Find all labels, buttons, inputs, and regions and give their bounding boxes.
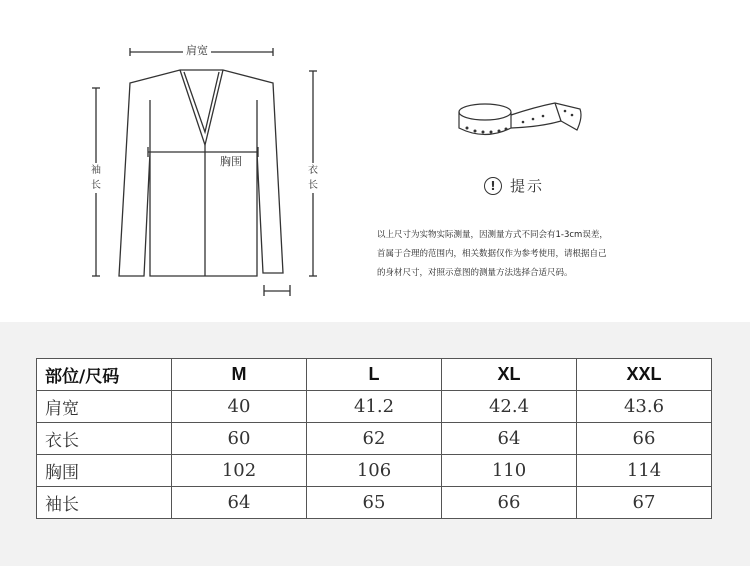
table-cell: 110 — [442, 455, 577, 487]
tape-measure-icon — [455, 95, 585, 145]
table-header-row — [37, 359, 712, 391]
table-cell: 102 — [172, 455, 307, 487]
row-part-label: 衣长 — [37, 423, 172, 455]
table-cell: 106 — [307, 455, 442, 487]
size-table — [36, 358, 712, 519]
table-cell: 42.4 — [442, 391, 577, 423]
table-row — [37, 455, 712, 487]
table-cell: 40 — [172, 391, 307, 423]
tip-note — [377, 226, 687, 283]
table-cell: 60 — [172, 423, 307, 455]
table-cell: 64 — [442, 423, 577, 455]
shoulder-width-label: 肩宽 — [183, 45, 211, 57]
table-cell: 67 — [577, 487, 712, 519]
garment-measurement-diagram — [0, 0, 360, 300]
tip-title: 提示 — [510, 177, 545, 195]
row-part-label: 肩宽 — [37, 391, 172, 423]
table-row — [37, 487, 712, 519]
table-row — [37, 423, 712, 455]
table-cell: 65 — [307, 487, 442, 519]
tip-heading — [484, 175, 544, 196]
tip-line: 的身材尺寸，对照示意图的测量方法选择合适尺码。 — [377, 268, 573, 278]
table-row — [37, 391, 712, 423]
header-size-l: L — [307, 359, 442, 391]
table-cell: 41.2 — [307, 391, 442, 423]
row-part-label: 袖长 — [37, 487, 172, 519]
header-size-xl: XL — [442, 359, 577, 391]
header-part-size: 部位/尺码 — [37, 359, 172, 391]
header-size-m: M — [172, 359, 307, 391]
sleeve-length-label: 袖 长 — [91, 165, 101, 191]
table-cell: 43.6 — [577, 391, 712, 423]
row-part-label: 胸围 — [37, 455, 172, 487]
garment-outline — [119, 70, 283, 276]
table-cell: 66 — [442, 487, 577, 519]
body-length-label: 衣 长 — [308, 165, 318, 191]
table-cell: 66 — [577, 423, 712, 455]
tip-line: 首属于合理的范围内，相关数据仅作为参考使用，请根据自己 — [377, 249, 607, 259]
header-size-xxl: XXL — [577, 359, 712, 391]
table-cell: 114 — [577, 455, 712, 487]
table-cell: 64 — [172, 487, 307, 519]
table-cell: 62 — [307, 423, 442, 455]
exclamation-circle-icon: ! — [484, 177, 502, 195]
tip-line: 以上尺寸为实物实际测量，因测量方式不同会有1-3cm误差， — [377, 230, 608, 240]
chest-label: 胸围 — [220, 155, 242, 168]
